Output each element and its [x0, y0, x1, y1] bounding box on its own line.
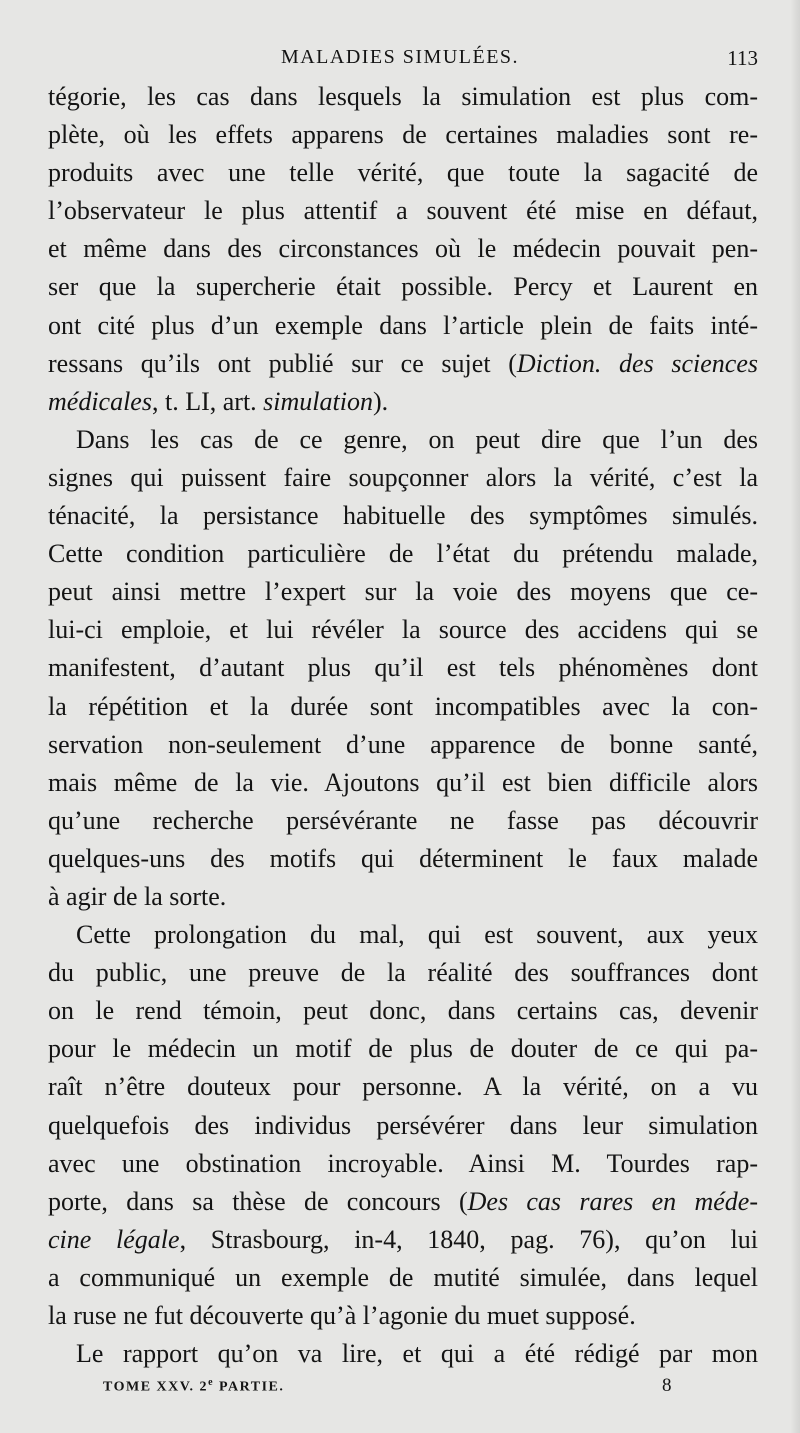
running-title: MALADIES SIMULÉES.	[280, 46, 520, 68]
text-line: lui-ci emploie, et lui révéler la source des accidens qui se	[48, 615, 758, 645]
gathering-number: 8	[662, 1375, 672, 1396]
text-line: et même dans des circonstances où le médecin pouvait pen-	[48, 234, 758, 264]
signature-mark: TOME XXV. 2e PARTIE.	[103, 1377, 285, 1395]
text-line: Cette condition particulière de l’état du prétendu malade,	[48, 539, 758, 569]
text-line: cine légale, Strasbourg, in-4, 1840, pag. 76), qu’on lui	[48, 1224, 758, 1254]
text-line: qu’une recherche persévérante ne fasse pas découvrir	[48, 805, 758, 835]
text-line: la ruse ne fut découverte qu’à l’agonie du muet supposé.	[48, 1301, 636, 1330]
text-line: Le rapport qu’on va lire, et qui a été rédigé par mon	[76, 1339, 758, 1369]
page-number: 113	[727, 46, 758, 70]
text-line: produits avec une telle vérité, que toute la sagacité de	[48, 158, 758, 188]
text-line: porte, dans sa thèse de concours (Des cas rares en méde-	[48, 1186, 758, 1216]
citation-italic: Des cas rares en méde-	[467, 1186, 758, 1216]
text-line: raît n’être douteux pour personne. A la vérité, on a vu	[48, 1072, 758, 1102]
text-line: signes qui puissent faire soupçonner alors la vérité, c’est la	[48, 462, 758, 492]
citation-italic: simulation	[263, 386, 373, 416]
text-line: ont cité plus d’un exemple dans l’article plein de faits inté-	[48, 310, 758, 340]
text-line: à agir de la sorte.	[48, 881, 227, 911]
text-line: peut ainsi mettre l’expert sur la voie des moyens que ce-	[48, 577, 758, 607]
text-line: médicales, t. LI, art. simulation).	[48, 386, 389, 416]
text-line: pour le médecin un motif de plus de douter de ce qui pa-	[48, 1034, 758, 1064]
text-line: du public, une preuve de la réalité des souffrances dont	[48, 958, 758, 988]
text-line: tégorie, les cas dans lesquels la simulation est plus com-	[48, 82, 758, 111]
text-line: quelquefois des individus persévérer dans leur simulation	[48, 1110, 758, 1140]
text-line: la répétition et la durée sont incompatibles avec la con-	[48, 691, 758, 721]
text-line: servation non-seulement d’une apparence de bonne santé,	[48, 729, 758, 759]
citation-italic: cine légale	[48, 1224, 180, 1254]
text-line: manifestent, d’autant plus qu’il est tels phénomènes dont	[48, 653, 758, 683]
citation-italic: Diction. des sciences	[516, 348, 758, 378]
page-footer	[0, 1377, 800, 1407]
text-line: l’observateur le plus attentif a souvent été mise en défaut,	[48, 196, 758, 226]
text-line: ténacité, la persistance habituelle des symptômes simulés.	[48, 501, 758, 531]
text-line: ser que la supercherie était possible. Percy et Laurent en	[48, 272, 758, 302]
text-line: on le rend témoin, peut donc, dans certains cas, devenir	[48, 996, 758, 1026]
body-text	[48, 78, 758, 1373]
page-edge-shadow	[790, 0, 800, 1433]
text-line: quelques-uns des motifs qui déterminent le faux malade	[48, 843, 758, 873]
text-line: a communiqué un exemple de mutité simulée, dans lequel	[48, 1262, 758, 1292]
text-line: ressans qu’ils ont publié sur ce sujet (Diction. des sciences	[48, 348, 758, 378]
citation-italic: médicales	[48, 386, 152, 416]
text-line: avec une obstination incroyable. Ainsi M. Tourdes rap-	[48, 1148, 758, 1178]
text-line: mais même de la vie. Ajoutons qu’il est bien difficile alors	[48, 767, 758, 797]
text-line: Dans les cas de ce genre, on peut dire que l’un des	[76, 424, 758, 454]
text-line: plète, où les effets apparens de certaines maladies sont re-	[48, 120, 758, 150]
page-header	[0, 40, 800, 76]
text-line: Cette prolongation du mal, qui est souvent, aux yeux	[76, 920, 758, 950]
volume-numeral: LI	[185, 386, 210, 416]
